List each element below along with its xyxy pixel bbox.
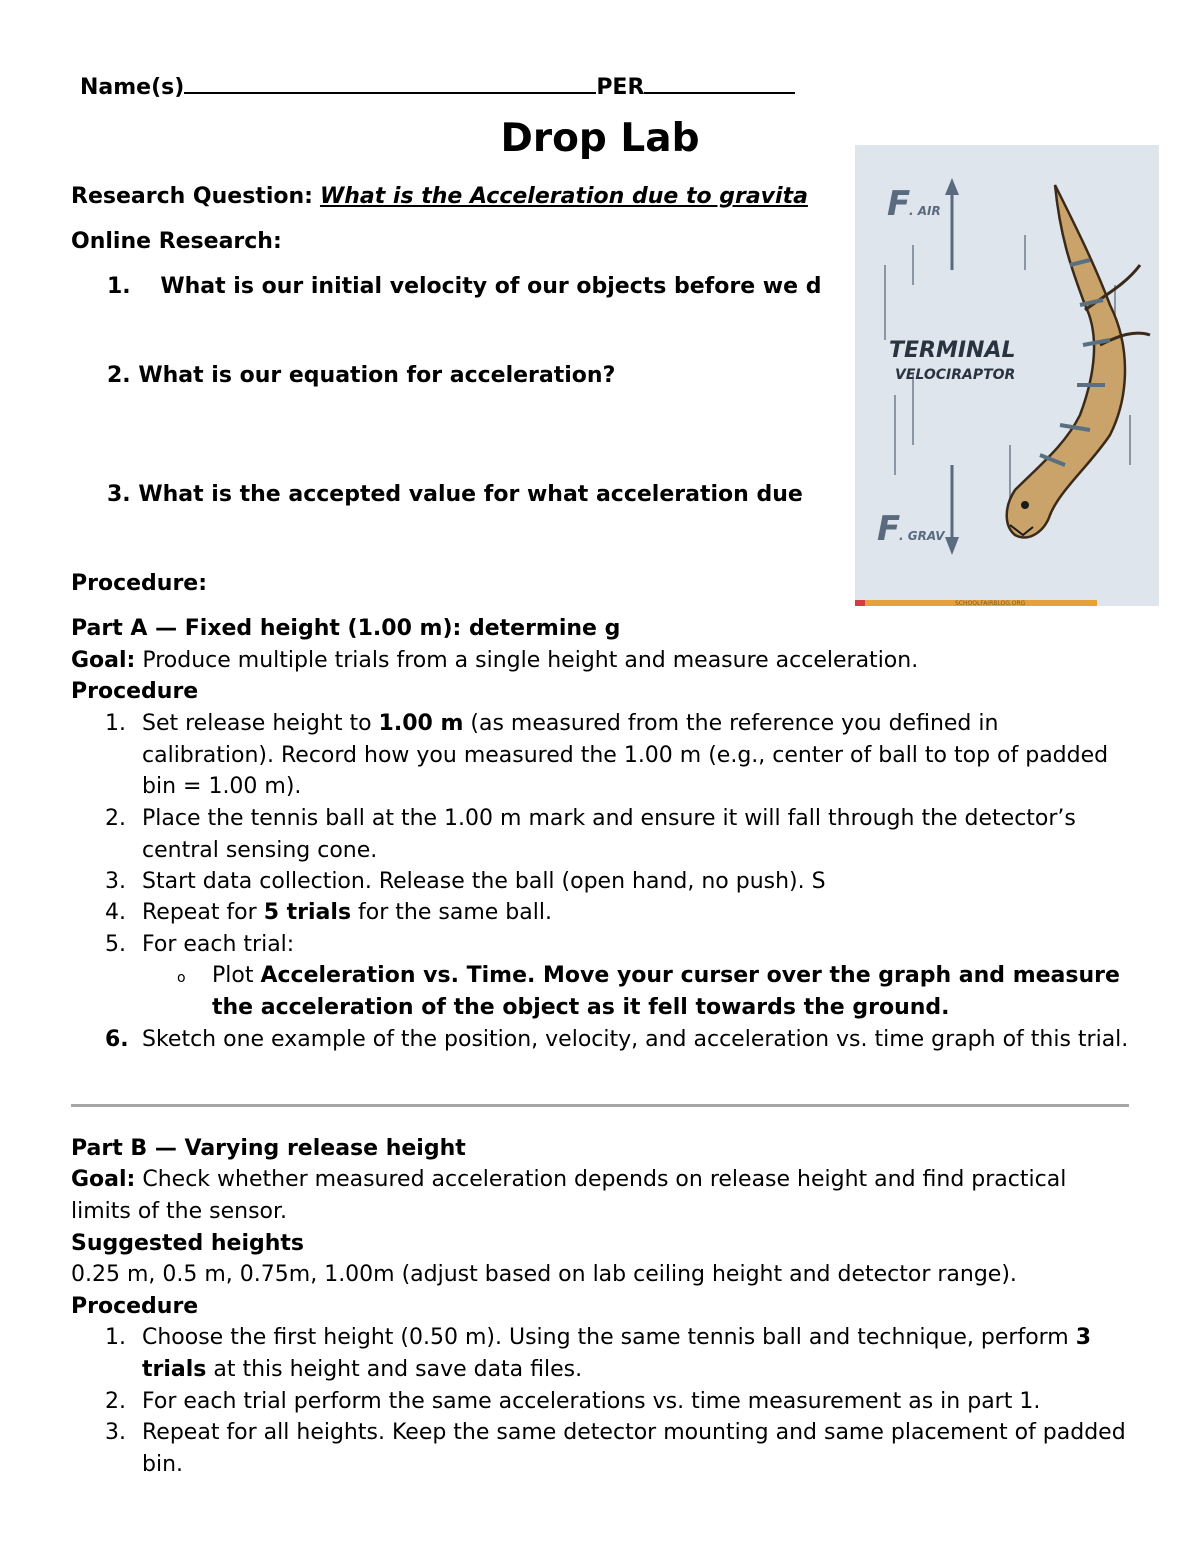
part-b-step-number: 2. <box>105 1389 126 1414</box>
part-b-title: Part B — Varying release height <box>71 1136 466 1161</box>
name-blank-field[interactable] <box>184 72 596 94</box>
part-a-step-text: Set release height to 1.00 m (as measured from the reference you defined in calibration). Record how you measured the 1.00 m (e.g., center of ball to top of padded bin = 1.00 m). <box>142 711 1109 799</box>
part-b-step-number: 1. <box>105 1325 126 1350</box>
per-label: PER <box>596 75 645 100</box>
velociraptor-caption: VELOCIRAPTOR <box>895 367 1016 383</box>
research-q1-text: What is our initial velocity of our objects before we d <box>160 274 822 299</box>
falling-velociraptor-icon <box>855 145 1159 606</box>
sub-bullet-bold: Acceleration vs. Time. Move your curser over the graph and measure the acceleration of the object as it fell towards the ground. <box>212 963 1120 1020</box>
research-q1-number: 1. <box>107 274 131 299</box>
sub-bullet-pre: Plot <box>212 963 261 988</box>
part-b-step-number: 3. <box>105 1420 126 1445</box>
part-b-procedure-label: Procedure <box>71 1294 199 1319</box>
sub-bullet-text <box>212 960 1132 1023</box>
online-research-label: Online Research: <box>71 229 282 254</box>
research-q2-text: What is our equation for acceleration? <box>138 363 616 388</box>
part-a-step-number: 1. <box>105 711 126 736</box>
research-q3-text: What is the accepted value for what acceleration due <box>138 482 803 507</box>
f-air-subscript: . AIR <box>909 204 941 218</box>
part-a-goal <box>71 645 918 676</box>
suggested-heights-text: 0.25 m, 0.5 m, 0.75m, 1.00m (adjust based on lab ceiling height and detector range). <box>71 1262 1017 1287</box>
part-a-step-text: For each trial: <box>142 932 295 957</box>
part-a-goal-text: Produce multiple trials from a single height and measure acceleration. <box>135 648 919 673</box>
research-q2-number: 2. <box>107 363 131 388</box>
part-a-step-text: Start data collection. Release the ball (open hand, no push). S <box>142 869 826 894</box>
part-a-step-number: 3. <box>105 869 126 894</box>
name-per-row <box>80 72 795 100</box>
part-a-step-6-number: 6. <box>105 1027 129 1052</box>
terminal-caption: TERMINAL <box>889 338 1016 363</box>
part-b-goal-text: Check whether measured acceleration depends on release height and find practical limits of the sensor. <box>71 1167 1067 1224</box>
part-b-step-text: Repeat for all heights. Keep the same detector mounting and same placement of padded bin. <box>142 1420 1126 1477</box>
part-a-step-bold-text: 5 trials <box>263 900 352 925</box>
research-question-text: What is the Acceleration due to gravita <box>319 184 808 209</box>
part-b-step-bold-text: 3 trials <box>142 1325 1092 1382</box>
part-a-goal-label: Goal: <box>71 648 136 673</box>
section-divider <box>71 1104 1129 1107</box>
per-blank-field[interactable] <box>644 72 795 94</box>
part-b-step-text: For each trial perform the same accelerations vs. time measurement as in part 1. <box>142 1389 1041 1414</box>
name-label: Name(s) <box>80 75 185 100</box>
part-a-step-number: 4. <box>105 900 126 925</box>
sub-bullet-marker: o <box>177 970 186 986</box>
research-q2 <box>107 360 615 391</box>
research-question <box>71 181 808 212</box>
part-a-title: Part A — Fixed height (1.00 m): determine g <box>71 616 621 641</box>
f-grav-subscript: . GRAV <box>899 529 945 543</box>
page-title: Drop Lab <box>500 116 700 161</box>
procedure-heading: Procedure: <box>71 571 208 596</box>
part-a-step-number: 2. <box>105 806 126 831</box>
part-a-procedure-label: Procedure <box>71 679 199 704</box>
research-question-label: Research Question: <box>71 184 313 209</box>
site-credit: SCHOOLFAIRBLOG.ORG <box>955 600 1026 606</box>
part-b-goal-label: Goal: <box>71 1167 136 1192</box>
part-b-goal <box>71 1164 1071 1227</box>
part-a-step-text: Repeat for 5 trials for the same ball. <box>142 900 552 925</box>
research-q3-number: 3. <box>107 482 131 507</box>
f-air-label: F <box>887 184 911 224</box>
part-a-step-number: 5. <box>105 932 126 957</box>
f-grav-label: F <box>877 509 901 549</box>
research-q3 <box>107 479 803 510</box>
research-q1 <box>107 271 821 302</box>
part-a-step-text: Place the tennis ball at the 1.00 m mark and ensure it will fall through the detector’s central sensing cone. <box>142 806 1076 863</box>
part-b-step-text: Choose the first height (0.50 m). Using the same tennis ball and technique, perform 3 trials at this height and save data files. <box>142 1325 1092 1382</box>
suggested-heights-label: Suggested heights <box>71 1231 305 1256</box>
part-a-step-bold-text: 1.00 m <box>378 711 464 736</box>
terminal-velociraptor-image <box>855 145 1159 606</box>
part-a-step-6-text: Sketch one example of the position, velocity, and acceleration vs. time graph of this trial. <box>142 1027 1129 1052</box>
